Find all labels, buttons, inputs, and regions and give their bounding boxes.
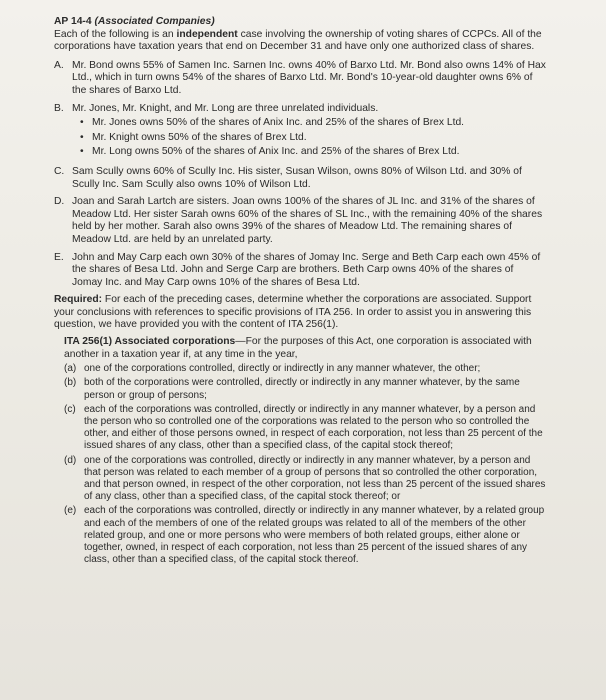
case-letter: E. (54, 251, 64, 263)
statute-clause-d (64, 455, 546, 504)
clause-text: each of the corporations was controlled, directly or indirectly in any manner whatever, by a related group and each of the members of one of the related groups was related to all of the members of the other related group, and one or more persons who were members of both related groups, either alone or together, owned, in respect of each corporation, not less than 25 percent of the issued shares of any class, other than a specified class, of the capital stock thereof. (84, 505, 545, 566)
required-label: Required: (54, 294, 103, 306)
clause-text: one of the corporations was controlled, directly or indirectly in any manner whatever, by a person and that person was related to each member of a group of persons that so controlled the other corporation, and that person owned, in respect of the other corporation, not less than 25 percent of the issued shares of any class, other than a specified class, of the capital stock thereof; or (84, 454, 546, 503)
case-b-bullets (80, 117, 546, 159)
clause-label: (d) (64, 454, 77, 466)
case-text: John and May Carp each own 30% of the shares of Jomay Inc. Serge and Beth Carp each own 45% of the shares of Besa Ltd. John and Serge Carp are brothers. Beth Carp owns 40% of the shares of Jomay Inc. and May Carp owns 10% of the shares of Besa Ltd. (72, 251, 541, 288)
case-text: Mr. Bond owns 55% of Samen Inc. Sarnen Inc. owns 40% of Barxo Ltd. Mr. Bond also owns 14% of Hax Ltd., which in turn owns 54% of the shares of Barxo Ltd. Mr. Bond's 10-year-old daughter owns 6% of the shares of Barxo Ltd. (72, 59, 546, 96)
problem-content (54, 16, 546, 567)
intro-text-end: case involving the ownership of voting shares of CCPCs. All of the corporations have taxation years that end on December 31 and have only one authorized class of shares. (54, 28, 542, 53)
intro-text-start: Each of the following is an (54, 28, 177, 40)
case-text: Sam Scully owns 60% of Scully Inc. His sister, Susan Wilson, owns 80% of Wilson Ltd. and 30% of Scully Inc. Sam Scully also owns 10% of Wilson Ltd. (72, 165, 522, 190)
statute-heading (64, 336, 546, 361)
clause-label: (c) (64, 403, 76, 415)
intro-paragraph (54, 29, 546, 54)
case-letter: C. (54, 165, 65, 177)
required-paragraph (54, 294, 546, 332)
statute-clause-a (64, 363, 546, 375)
required-text: For each of the preceding cases, determine whether the corporations are associated. Support your conclusions with references to specific provisions of ITA 256. In order to assist you in answering this question, we have provided you with the content of ITA 256(1). (54, 294, 532, 331)
case-e (54, 252, 546, 290)
case-b (54, 103, 546, 161)
clause-text: each of the corporations was controlled, directly or indirectly in any manner whatever, by a person and the person who so controlled one of the corporations was related to the person who so controlled the other, and either of those persons owned, in respect of each corporation, not less than 25 percent of the issued shares of any class, other than a specified class, of the capital stock thereof; (84, 403, 543, 452)
case-a (54, 60, 546, 98)
statute-heading-bold: ITA 256(1) Associated corporations (64, 336, 236, 348)
list-item: • Mr. Long owns 50% of the shares of Anix Inc. and 25% of the shares of Brex Ltd. (80, 146, 546, 159)
clause-label: (a) (64, 363, 77, 375)
problem-title (54, 16, 546, 29)
list-item: • Mr. Knight owns 50% of the shares of Brex Ltd. (80, 132, 546, 145)
case-letter: B. (54, 102, 64, 114)
list-item: • Mr. Jones owns 50% of the shares of Anix Inc. and 25% of the shares of Brex Ltd. (80, 117, 546, 130)
clause-label: (b) (64, 377, 77, 389)
clause-text: both of the corporations were controlled, directly or indirectly in any manner whatever, by the same person or group of persons; (84, 377, 520, 401)
problem-name: (Associated Companies) (94, 16, 215, 27)
case-text: Mr. Jones, Mr. Knight, and Mr. Long are three unrelated individuals. (72, 102, 379, 114)
case-letter: A. (54, 59, 64, 71)
intro-bold-word: independent (176, 28, 238, 40)
statute-excerpt (64, 336, 546, 566)
case-text: Joan and Sarah Lartch are sisters. Joan owns 100% of the shares of JL Inc. and 31% of the shares of Meadow Ltd. Her sister Sarah owns 60% of the shares of SL Inc., with the remaining 40% of the shares held by her mother. Sarah also owns 39% of the shares of Meadow Ltd. The remaining shares of Meadow Ltd. are held by an unrelated party. (72, 196, 543, 245)
statute-clause-c (64, 404, 546, 453)
statute-clause-b (64, 377, 546, 401)
problem-code: AP 14-4 (54, 16, 92, 27)
statute-clause-e (64, 505, 546, 566)
statute-heading-text: —For the purposes of this Act, one corporation is associated with another in a taxation year if, at any time in the year, (64, 336, 532, 360)
clause-text: one of the corporations controlled, directly or indirectly in any manner whatever, the other; (84, 363, 481, 375)
case-letter: D. (54, 196, 65, 208)
case-d (54, 196, 546, 246)
case-c (54, 166, 546, 191)
clause-label: (e) (64, 505, 77, 517)
